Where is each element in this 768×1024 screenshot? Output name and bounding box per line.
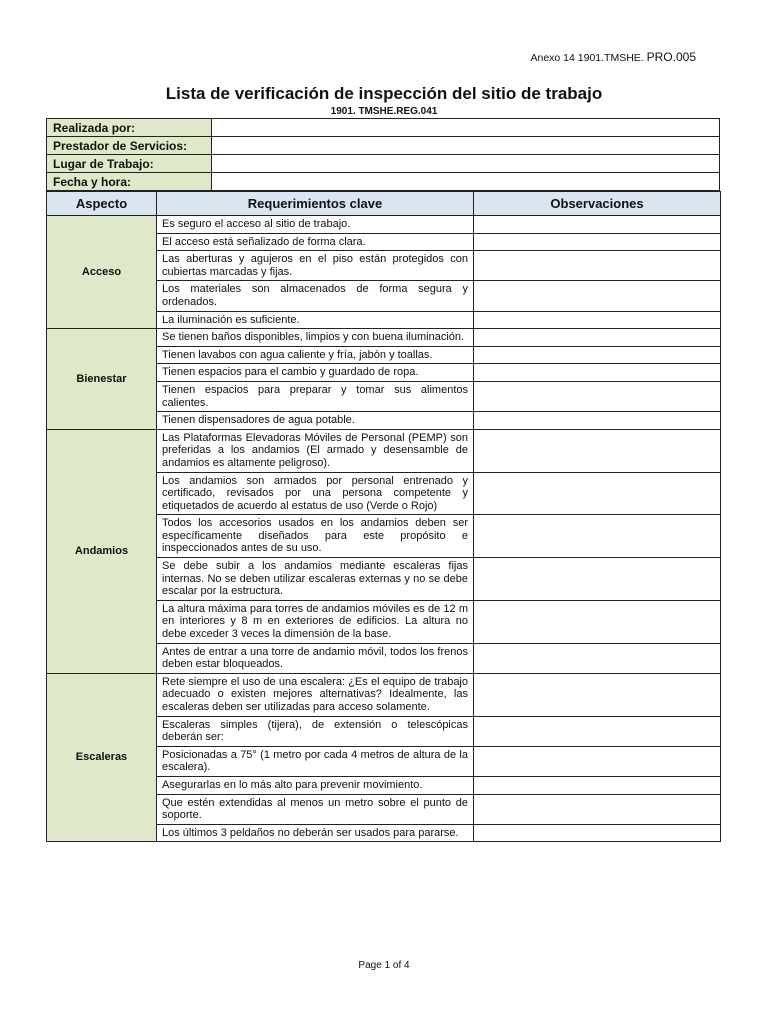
requirement-cell: Tienen lavabos con agua caliente y fría, jabón y toallas. — [157, 346, 474, 364]
info-label: Fecha y hora: — [47, 173, 212, 191]
observation-field[interactable] — [474, 346, 721, 364]
requirement-cell: Antes de entrar a una torre de andamio móvil, todos los frenos deben estar bloqueados. — [157, 643, 474, 673]
observation-field[interactable] — [474, 794, 721, 824]
checklist-body — [47, 216, 721, 842]
checklist-header-row — [47, 192, 721, 216]
checklist-row — [47, 216, 721, 234]
observation-field[interactable] — [474, 746, 721, 776]
observation-field[interactable] — [474, 281, 721, 311]
document-title: Lista de verificación de inspección del sitio de trabajo — [165, 84, 603, 103]
requirement-cell: Todos los accesorios usados en los andamios deben ser específicamente diseñados para este propósito e inspeccionados antes de su uso. — [157, 515, 474, 558]
info-label: Prestador de Servicios: — [47, 137, 212, 155]
aspect-cell-escaleras: Escaleras — [47, 673, 157, 842]
observation-field[interactable] — [474, 311, 721, 329]
observation-field[interactable] — [474, 364, 721, 382]
requirement-cell: Tienen dispensadores de agua potable. — [157, 412, 474, 430]
observation-field[interactable] — [474, 251, 721, 281]
requirement-cell: Se debe subir a los andamios mediante escaleras fijas internas. No se deben utilizar escaleras externas y no se debe escalar por la estructura. — [157, 558, 474, 601]
info-label: Realizada por: — [47, 119, 212, 137]
observation-field[interactable] — [474, 643, 721, 673]
column-header-observations: Observaciones — [474, 192, 721, 216]
requirement-cell: La iluminación es suficiente. — [157, 311, 474, 329]
requirement-cell: Rete siempre el uso de una escalera: ¿Es el equipo de trabajo adecuado o existen mejores alternativas? Idealmente, las escaleras deben ser utilizadas para acceso solamente. — [157, 673, 474, 716]
observation-field[interactable] — [474, 673, 721, 716]
info-value-field[interactable] — [212, 137, 720, 155]
observation-field[interactable] — [474, 412, 721, 430]
info-value-field[interactable] — [212, 119, 720, 137]
requirement-cell: Tienen espacios para preparar y tomar sus alimentos calientes. — [157, 381, 474, 411]
aspect-cell-acceso: Acceso — [47, 216, 157, 329]
checklist-table — [46, 191, 721, 842]
observation-field[interactable] — [474, 233, 721, 251]
annex-reference — [530, 50, 696, 64]
requirement-cell: La altura máxima para torres de andamios móviles es de 12 m en interiores y 8 m en exteriores de edificios. La altura no debe exceder 3 veces la dimensión de la base. — [157, 600, 474, 643]
checklist-row — [47, 329, 721, 347]
requirement-cell: Asegurarlas en lo más alto para prevenir movimiento. — [157, 776, 474, 794]
column-header-requirements: Requerimientos clave — [157, 192, 474, 216]
info-value-field[interactable] — [212, 155, 720, 173]
info-row-performed-by — [47, 119, 720, 137]
requirement-cell: El acceso está señalizado de forma clara. — [157, 233, 474, 251]
observation-field[interactable] — [474, 472, 721, 515]
observation-field[interactable] — [474, 600, 721, 643]
column-header-aspect: Aspecto — [47, 192, 157, 216]
requirement-cell: Posicionadas a 75° (1 metro por cada 4 metros de altura de la escalera). — [157, 746, 474, 776]
observation-field[interactable] — [474, 429, 721, 472]
requirement-cell: Los últimos 3 peldaños no deberán ser usados para pararse. — [157, 824, 474, 842]
info-row-service-provider — [47, 137, 720, 155]
requirement-cell: Las aberturas y agujeros en el piso están protegidos con cubiertas marcadas y fijas. — [157, 251, 474, 281]
observation-field[interactable] — [474, 216, 721, 234]
page-number: Page 1 of 4 — [358, 960, 410, 971]
requirement-cell: Tienen espacios para el cambio y guardado de ropa. — [157, 364, 474, 382]
aspect-cell-bienestar: Bienestar — [47, 329, 157, 430]
requirement-cell: Los materiales son almacenados de forma segura y ordenados. — [157, 281, 474, 311]
requirement-cell: Que estén extendidas al menos un metro sobre el punto de soporte. — [157, 794, 474, 824]
annex-suffix: PRO.005 — [646, 50, 696, 64]
requirement-cell: Los andamios son armados por personal entrenado y certificado, revisados por una persona competente y etiquetados de acuerdo al estatus de uso (Verde o Rojo) — [157, 472, 474, 515]
info-row-date-time — [47, 173, 720, 191]
info-row-workplace — [47, 155, 720, 173]
aspect-cell-andamios: Andamios — [47, 429, 157, 673]
requirement-cell: Escaleras simples (tijera), de extensión o telescópicas deberán ser: — [157, 716, 474, 746]
observation-field[interactable] — [474, 329, 721, 347]
observation-field[interactable] — [474, 381, 721, 411]
requirement-cell: Las Plataformas Elevadoras Móviles de Personal (PEMP) son preferidas a los andamios (El armado y desensamble de andamios es altamente peligroso). — [157, 429, 474, 472]
requirement-cell: Se tienen baños disponibles, limpios y con buena iluminación. — [157, 329, 474, 347]
info-table — [46, 118, 720, 191]
observation-field[interactable] — [474, 776, 721, 794]
info-label: Lugar de Trabajo: — [47, 155, 212, 173]
checklist-row — [47, 429, 721, 472]
checklist-row — [47, 673, 721, 716]
observation-field[interactable] — [474, 558, 721, 601]
observation-field[interactable] — [474, 515, 721, 558]
info-value-field[interactable] — [212, 173, 720, 191]
observation-field[interactable] — [474, 716, 721, 746]
requirement-cell: Es seguro el acceso al sitio de trabajo. — [157, 216, 474, 234]
document-code: 1901. TMSHE.REG.041 — [330, 106, 438, 117]
observation-field[interactable] — [474, 824, 721, 842]
annex-prefix: Anexo 14 1901.TMSHE. — [530, 52, 644, 64]
